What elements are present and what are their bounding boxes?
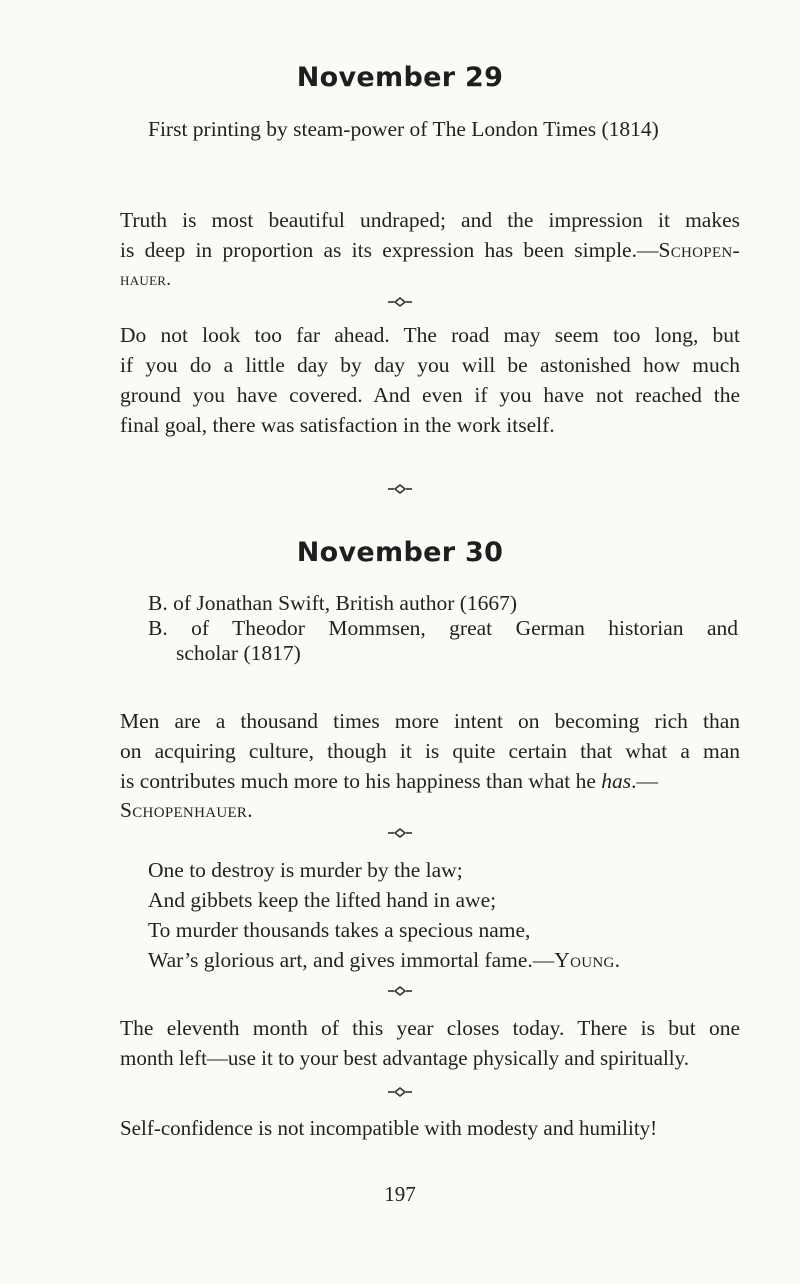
event-line: scholar (1817) — [176, 641, 301, 665]
heading-november-29: November 29 — [296, 62, 504, 93]
event-line: B. of Jonathan Swift, British author (1667) — [148, 591, 518, 615]
paragraph-line: final goal, there was satisfaction in the work itself. — [120, 413, 555, 437]
paragraph-line: Self-confidence is not incompatible with modesty and humility! — [120, 1116, 658, 1140]
diamond-dash-ornament-icon — [388, 827, 412, 839]
diamond-dash-ornament-icon — [388, 296, 412, 308]
quote-text: is deep in proportion as its expression has been simple.— — [120, 238, 659, 262]
event-line: B. of Theodor Mommsen, great German historian and — [148, 616, 738, 640]
poem-line: To murder thousands takes a specious name, — [148, 918, 531, 942]
diamond-dash-ornament-icon — [388, 1086, 412, 1098]
diamond-dash-ornament-icon — [388, 483, 412, 495]
quote-line — [120, 235, 740, 265]
poem-line: And gibbets keep the lifted hand in awe; — [148, 888, 497, 912]
quote-line — [120, 766, 740, 796]
quote-text: is contributes much more to his happiness than what he — [120, 769, 602, 793]
poem-text: War’s glorious art, and gives immortal fame.— — [148, 948, 555, 972]
paragraph-line: The eleventh month of this year closes today. There is but one — [120, 1016, 740, 1040]
diamond-dash-ornament-icon — [388, 985, 412, 997]
poem-author: Young. — [554, 948, 621, 972]
quote-author: hauer. — [120, 269, 172, 290]
quote-line: Men are a thousand times more intent on becoming rich than — [120, 709, 740, 733]
event-line: First printing by steam-power of The London Times (1814) — [148, 117, 659, 141]
quote-line: Truth is most beautiful undraped; and the impression it makes — [120, 208, 740, 232]
poem-line: One to destroy is murder by the law; — [148, 858, 463, 882]
paragraph-line: month left—use it to your best advantage physically and spiritually. — [120, 1046, 690, 1070]
quote-author: Schopen- — [658, 238, 740, 262]
page-number: 197 — [384, 1182, 416, 1206]
quote-line: on acquiring culture, though it is quite certain that what a man — [120, 739, 740, 763]
paragraph-line: if you do a little day by day you will be astonished how much — [120, 353, 740, 377]
quote-text: .— — [631, 769, 659, 793]
poem-line — [148, 945, 768, 975]
quote-author: Schopenhauer. — [120, 798, 253, 822]
heading-november-30: November 30 — [296, 537, 504, 568]
paragraph-line: ground you have covered. And even if you have not reached the — [120, 383, 740, 407]
paragraph-line: Do not look too far ahead. The road may seem too long, but — [120, 323, 740, 347]
quote-emphasis: has — [601, 769, 632, 793]
